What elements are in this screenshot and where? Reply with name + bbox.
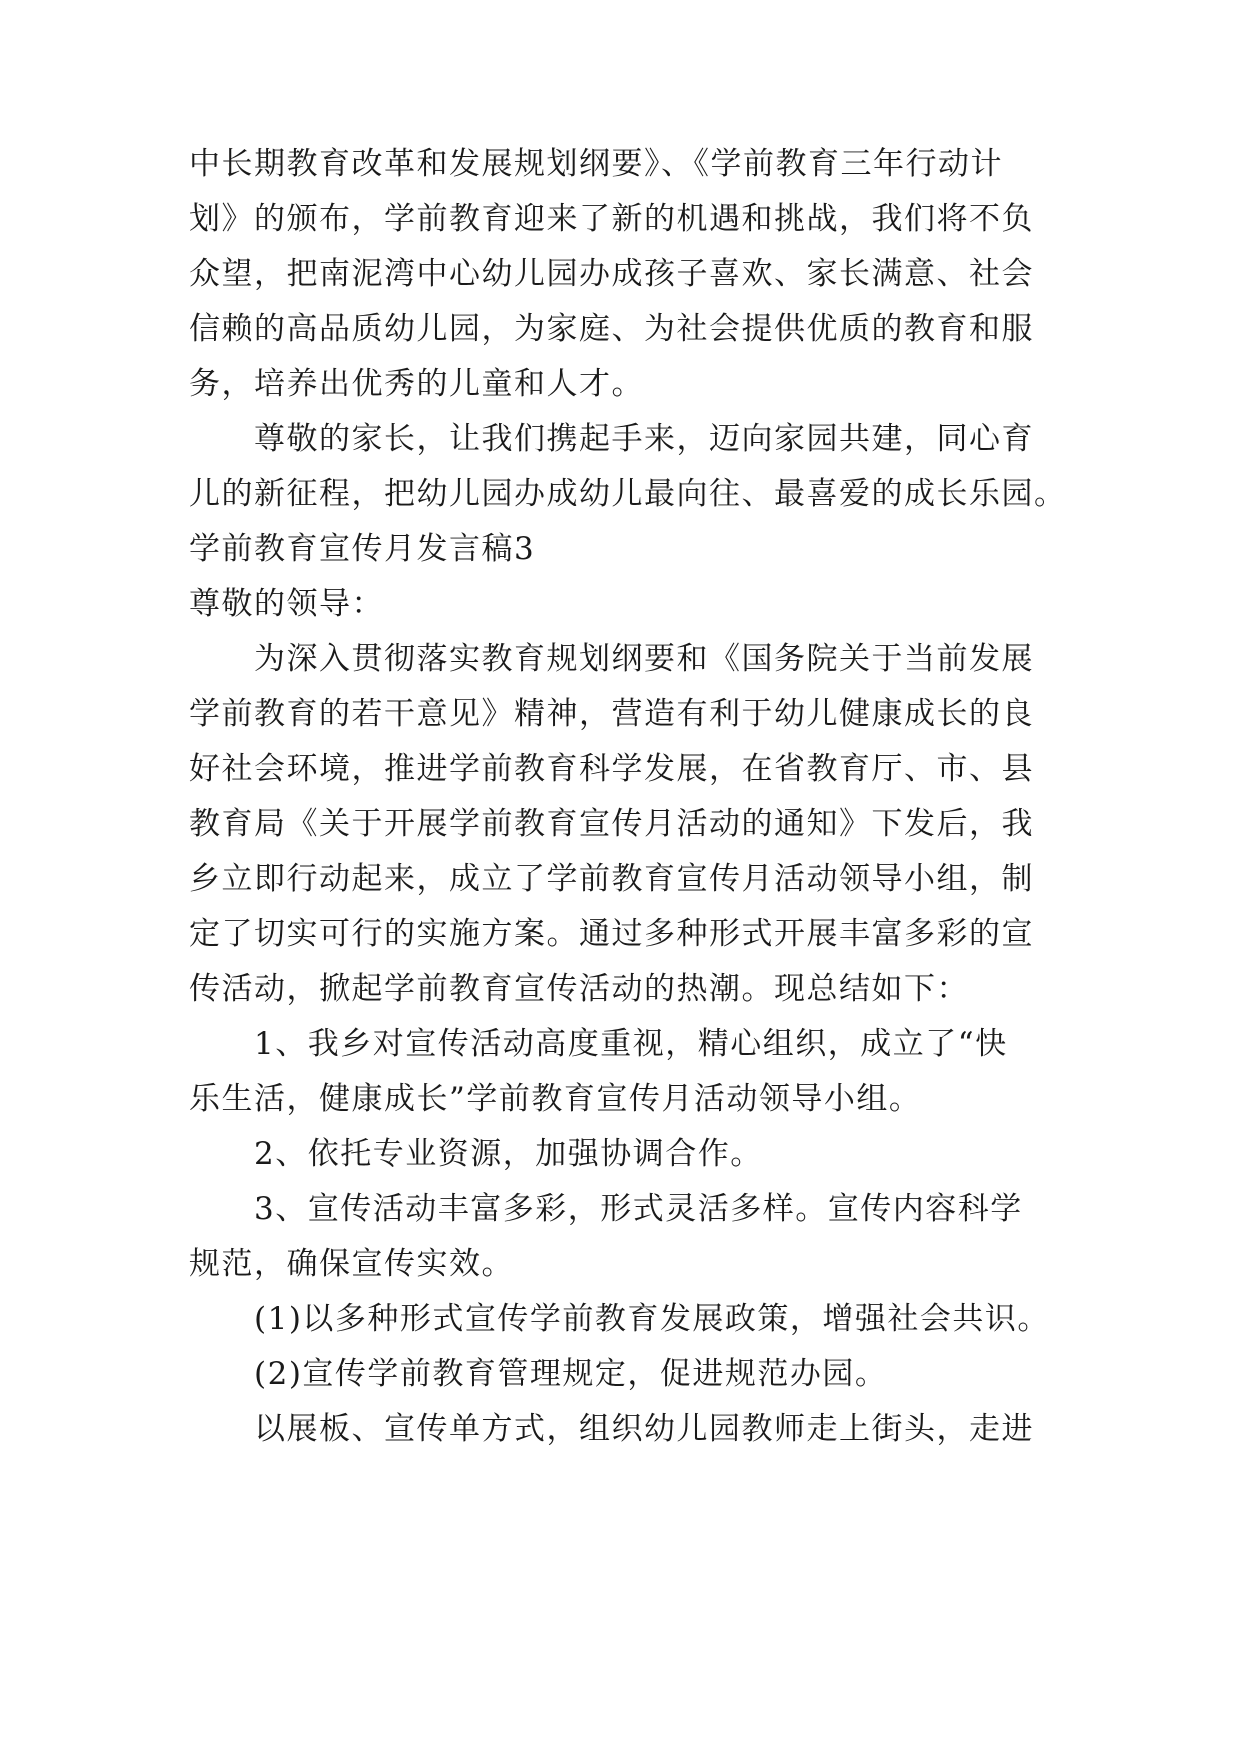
text-line: 众望，把南泥湾中心幼儿园办成孩子喜欢、家长满意、社会	[189, 256, 1034, 292]
text-line: (2)宣传学前教育管理规定，促进规范办园。	[189, 1356, 888, 1392]
text-line: 传活动，掀起学前教育宣传活动的热潮。现总结如下：	[189, 971, 969, 1007]
text-line: 信赖的高品质幼儿园，为家庭、为社会提供优质的教育和服	[189, 311, 1034, 347]
text-line: 学前教育的若干意见》精神，营造有利于幼儿健康成长的良	[189, 696, 1034, 732]
text-line: 教育局《关于开展学前教育宣传月活动的通知》下发后，我	[189, 806, 1034, 842]
text-line: 2、依托专业资源，加强协调合作。	[189, 1136, 763, 1172]
text-line: 尊敬的家长，让我们携起手来，迈向家园共建，同心育	[189, 421, 1034, 457]
text-line: (1)以多种形式宣传学前教育发展政策，增强社会共识。	[189, 1301, 1050, 1337]
text-line: 为深入贯彻落实教育规划纲要和《国务院关于当前发展	[189, 641, 1034, 677]
text-line: 划》的颁布，学前教育迎来了新的机遇和挑战，我们将不负	[189, 201, 1034, 237]
text-line: 规范，确保宣传实效。	[189, 1246, 514, 1282]
text-line: 儿的新征程，把幼儿园办成幼儿最向往、最喜爱的成长乐园。	[189, 476, 1067, 512]
text-line: 以展板、宣传单方式，组织幼儿园教师走上街头，走进	[189, 1411, 1034, 1447]
text-line: 1、我乡对宣传活动高度重视，精心组织，成立了“快	[189, 1026, 1008, 1062]
section-heading: 学前教育宣传月发言稿3	[189, 531, 536, 567]
text-line: 3、宣传活动丰富多彩，形式灵活多样。宣传内容科学	[189, 1191, 1023, 1227]
text-line: 务，培养出优秀的儿童和人才。	[189, 366, 644, 402]
text-line: 中长期教育改革和发展规划纲要》、《学前教育三年行动计	[189, 146, 1003, 182]
text-line: 好社会环境，推进学前教育科学发展，在省教育厅、市、县	[189, 751, 1034, 787]
salutation: 尊敬的领导：	[189, 586, 384, 622]
text-line: 乐生活，健康成长”学前教育宣传月活动领导小组。	[189, 1081, 922, 1117]
text-line: 乡立即行动起来，成立了学前教育宣传月活动领导小组，制	[189, 861, 1034, 897]
text-line: 定了切实可行的实施方案。通过多种形式开展丰富多彩的宣	[189, 916, 1034, 952]
